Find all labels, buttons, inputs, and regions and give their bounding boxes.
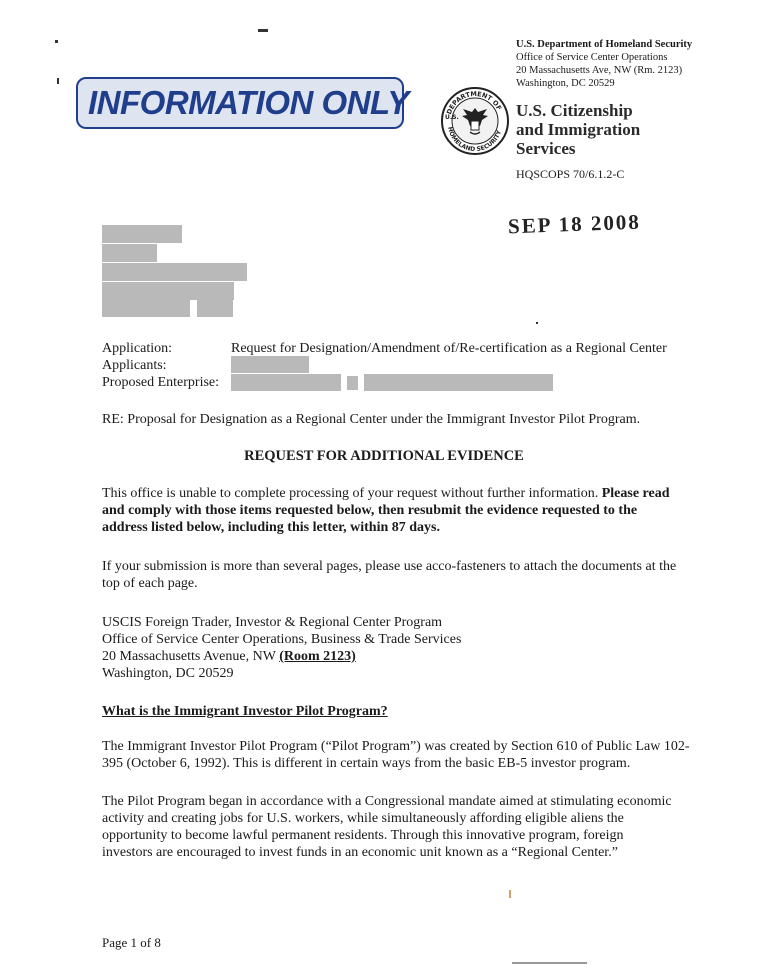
- seal-text-top: DEPARTMENT OF: [445, 89, 504, 116]
- intro-paragraph: [102, 485, 674, 536]
- application-label: Application:: [102, 341, 172, 356]
- scan-speck: [55, 40, 58, 43]
- reference-number: HQSCOPS 70/6.1.2-C: [516, 167, 625, 181]
- date-stamp: SEP 18 2008: [507, 209, 642, 239]
- mail-line-1: USCIS Foreign Trader, Investor & Regional Center Program: [102, 615, 443, 630]
- scan-speck: [258, 29, 268, 32]
- mail-street: 20 Massachusetts Avenue, NW: [102, 649, 280, 664]
- redacted-enterprise: [231, 374, 341, 391]
- dhs-address-block: [516, 38, 692, 90]
- letter-heading: REQUEST FOR ADDITIONAL EVIDENCE: [244, 448, 524, 464]
- redacted-enterprise: [347, 376, 358, 390]
- enterprise-label: Proposed Enterprise:: [102, 375, 220, 390]
- fastener-note: If your submission is more than several pages, please use acco-fasteners to attach the documents at the top of each page.: [102, 559, 677, 591]
- redacted-enterprise: [364, 374, 553, 391]
- scan-speck: [57, 78, 59, 84]
- agency-line-3: Services: [516, 139, 576, 158]
- stamp-label: INFORMATION ONLY: [88, 84, 409, 121]
- mailing-address: [102, 614, 702, 682]
- street-address: 20 Massachusetts Ave, NW (Rm. 2123): [516, 65, 683, 76]
- intro-normal: This office is unable to complete processing of your request without further information.: [102, 486, 602, 501]
- redacted-block: [102, 282, 234, 300]
- agency-line-2: and Immigration: [516, 120, 641, 139]
- re-line: RE: Proposal for Designation as a Regional Center under the Immigrant Investor Pilot Program.: [102, 412, 641, 427]
- information-only-stamp: [76, 77, 409, 129]
- redacted-block: [102, 263, 247, 281]
- page-number: Page 1 of 8: [102, 935, 161, 950]
- redacted-block: [102, 300, 190, 317]
- application-value: Request for Designation/Amendment of/Re-certification as a Regional Center: [231, 341, 667, 356]
- dhs-seal-icon: [440, 86, 510, 156]
- redacted-block: [102, 225, 182, 243]
- paragraph-1: The Immigrant Investor Pilot Program (“Pilot Program”) was created by Section 610 of Public Law 102-395 (October 6, 1992). This is different in certain ways from the basic EB-5 investor program.: [102, 739, 690, 771]
- intro-bold: Please read and comply with those items requested below, then resubmit the evidence requested to the address listed below, including this letter, within 87 days.: [102, 486, 670, 535]
- scan-speck: [509, 890, 511, 898]
- redacted-block: [197, 300, 233, 317]
- seal-text-bottom: HOMELAND SECURITY: [446, 126, 503, 154]
- city-address: Washington, DC 20529: [516, 78, 615, 89]
- scan-speck: [536, 322, 538, 324]
- mail-line-4: Washington, DC 20529: [102, 666, 234, 681]
- mail-room: (Room 2123): [279, 649, 356, 664]
- seal-text-left: U.S.: [445, 114, 459, 121]
- mail-line-3: [102, 648, 702, 665]
- mail-line-2: Office of Service Center Operations, Business & Trade Services: [102, 632, 462, 647]
- scan-speck: [512, 962, 587, 964]
- paragraph-2: The Pilot Program began in accordance with a Congressional mandate aimed at stimulating economic activity and creating jobs for U.S. workers, while simultaneously affording eligible aliens the opportunity to become lawful permanent residents. Through this innovative program, foreign investors are encouraged to invest funds in an economic unit known as a “Regional Center.”: [102, 794, 672, 860]
- office-name: Office of Service Center Operations: [516, 52, 668, 63]
- agency-line-1: U.S. Citizenship: [516, 101, 633, 120]
- redacted-block: [102, 244, 157, 262]
- dept-name: U.S. Department of Homeland Security: [516, 39, 693, 50]
- applicants-label: Applicants:: [102, 358, 167, 373]
- agency-name: [516, 101, 640, 158]
- redacted-applicants: [231, 356, 309, 373]
- section-title: What is the Immigrant Investor Pilot Program?: [102, 704, 388, 719]
